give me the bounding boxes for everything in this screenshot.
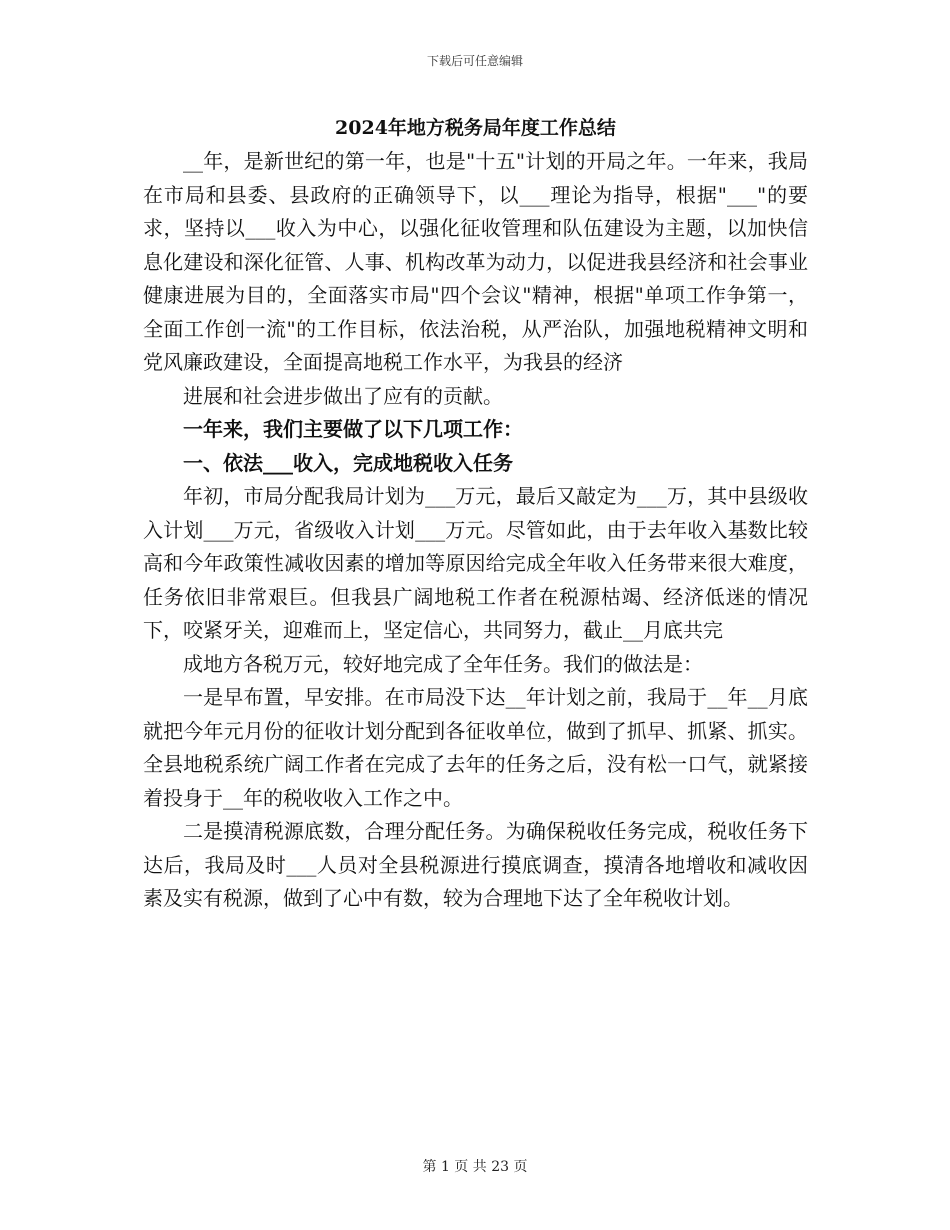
page-footer-number: 第 1 页 共 23 页 bbox=[422, 1159, 528, 1175]
section-heading-1: 一、依法___收入，完成地税收入任务 bbox=[183, 450, 513, 475]
paragraph-intro: __年，是新世纪的第一年，也是"十五"计划的开局之年。一年来，我局在市局和县委、县政府的正确领导下，以___理论为指导，根据"___"的要求，坚持以___收入为中心，以强化征收管理和队伍建设为主题，以加快信息化建设和深化征管、人事、机构改革为动力，以促进我县经济和社会事业健康进展为目的，全面落实市局"四个会议"精神，根据"单项工作争第一，全面工作创一流"的工作目标，依法治税，从严治队，加强地税精神文明和党风廉政建设，全面提高地税工作水平，为我县的经济 bbox=[143, 149, 808, 374]
paragraph-early-arrangement: 一是早布置，早安排。在市局没下达__年计划之前，我局于__年__月底就把今年元月份的征收计划分配到各征收单位，做到了抓早、抓紧、抓实。全县地税系统广阔工作者在完成了去年的任务之后，没有松一口气，就紧接着投身于__年的税收收入工作之中。 bbox=[143, 685, 808, 810]
paragraph-tax-source-survey: 二是摸清税源底数，合理分配任务。为确保税收任务完成，税收任务下达后，我局及时___人员对全县税源进行摸底调查，摸清各地增收和减收因素及实有税源，做到了心中有数，较为合理地下达了全年税收计划。 bbox=[143, 819, 808, 910]
section-summary-heading: 一年来，我们主要做了以下几项工作： bbox=[183, 417, 523, 441]
paragraph-revenue-plan: 年初，市局分配我局计划为___万元，最后又敲定为___万，其中县级收入计划___万元，省级收入计划___万元。尽管如此，由于去年收入基数比较高和今年政策性减收因素的增加等原因给完成全年收入任务带来很大难度，任务依旧非常艰巨。但我县广阔地税工作者在税源枯竭、经济低迷的情况下，咬紧牙关，迎难而上，坚定信心，共同努力，截止__月底共完 bbox=[143, 484, 808, 642]
page-header-note: 下载后可任意编辑 bbox=[426, 54, 523, 68]
document-body bbox=[143, 112, 808, 916]
paragraph-revenue-result: 成地方各税万元，较好地完成了全年任务。我们的做法是： bbox=[183, 651, 703, 676]
paragraph-intro-continued: 进展和社会进步做出了应有的贡献。 bbox=[183, 383, 503, 408]
document-title: 2024年地方税务局年度工作总结 bbox=[335, 117, 616, 139]
